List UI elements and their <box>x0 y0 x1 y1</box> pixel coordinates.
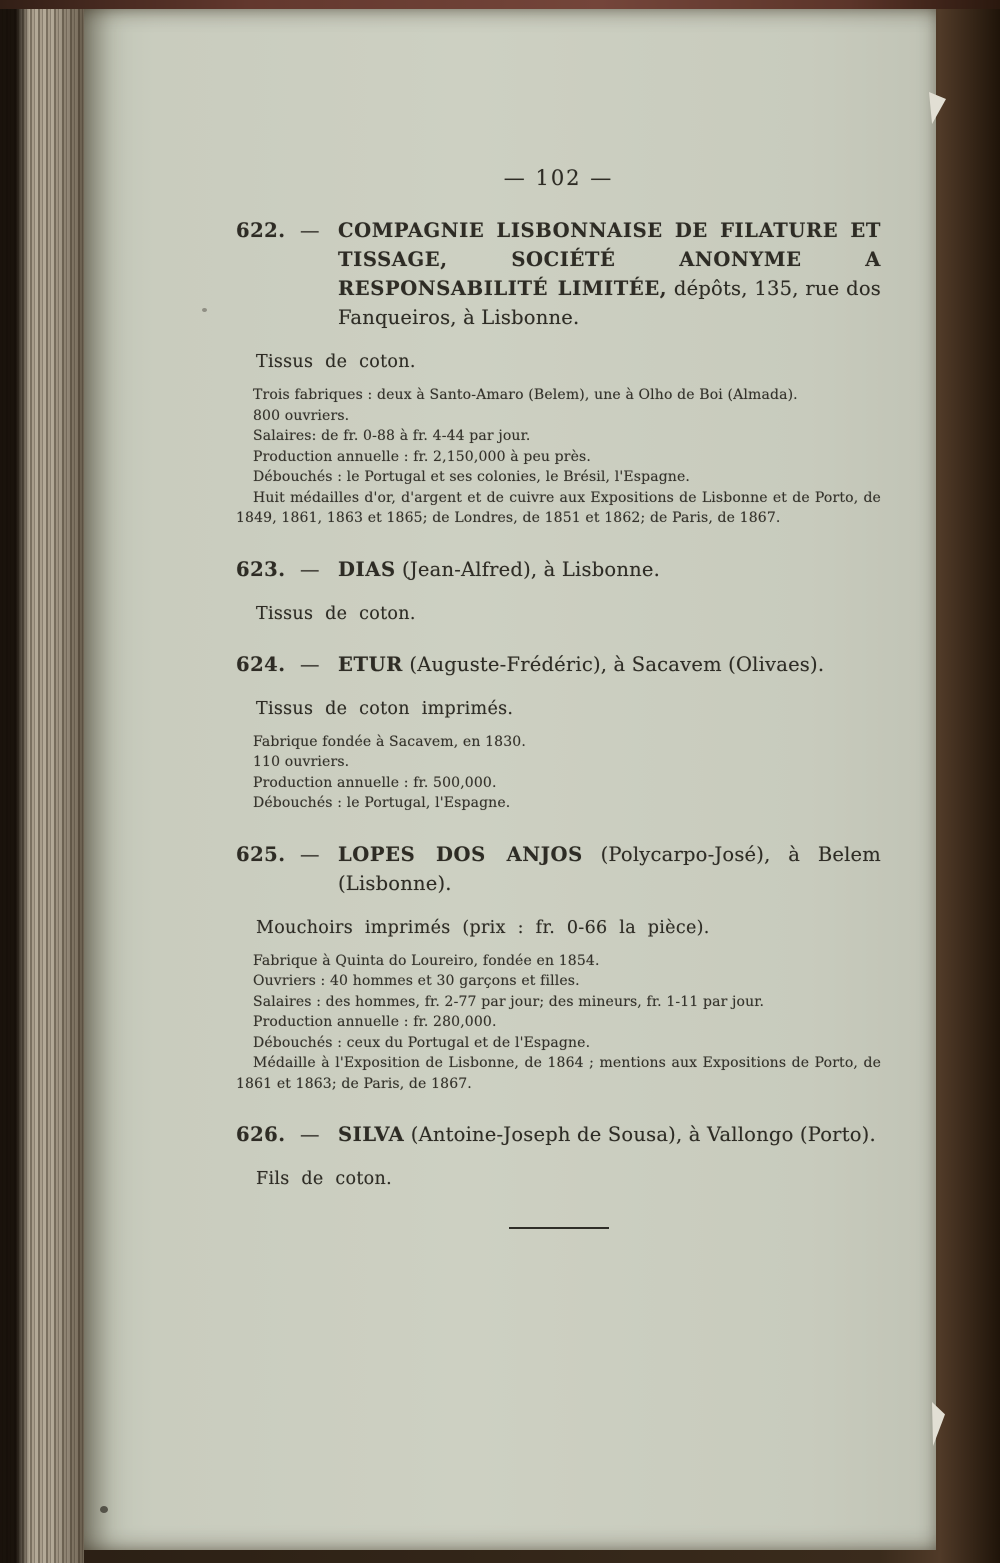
page-corner-notch <box>932 1402 945 1446</box>
detail-line: 800 ouvriers. <box>253 407 350 424</box>
stain-speck <box>100 1506 108 1513</box>
catalog-entry-626 <box>236 1120 881 1189</box>
entry-label <box>236 650 338 679</box>
detail-line: Huit médailles d'or, d'argent et de cuivre aux Expositions de Lisbonne et de Porto, de 1849, 1861, 1863 et 1865; de Londres, de 1851 et 1862; de Paris, de 1867. <box>236 489 881 526</box>
entry-details <box>236 951 881 1095</box>
section-divider-rule <box>509 1227 609 1229</box>
detail-line: Salaires: de fr. 0-88 à fr. 4-44 par jour. <box>253 428 531 444</box>
detail-line: Débouchés : ceux du Portugal et de l'Espagne. <box>253 1034 591 1051</box>
entry-company-name: SILVA <box>338 1123 405 1146</box>
entry-dash: — <box>300 557 320 581</box>
entry-address: (Antoine-Joseph de Sousa), à Vallongo (Porto). <box>404 1123 876 1146</box>
product-line: Tissus de coton. <box>256 603 416 624</box>
detail-line: Trois fabriques : deux à Santo-Amaro (Belem), une à Olho de Boi (Almada). <box>253 387 798 403</box>
entry-label <box>236 1120 338 1149</box>
entry-heading <box>236 650 881 679</box>
entry-company-name: DIAS <box>338 557 396 581</box>
detail-line: Ouvriers : 40 hommes et 30 garçons et filles. <box>253 973 580 989</box>
page-number: — 102 — <box>503 166 614 190</box>
entry-label <box>236 555 338 584</box>
entry-heading <box>236 1120 881 1149</box>
detail-line: Salaires : des hommes, fr. 2-77 par jour; des mineurs, fr. 1-11 par jour. <box>253 993 765 1010</box>
entry-address: (Jean-Alfred), à Lisbonne. <box>395 557 660 581</box>
detail-line: Production annuelle : fr. 2,150,000 à peu près. <box>253 448 591 465</box>
catalog-entry-622 <box>236 216 881 529</box>
entry-details <box>236 385 881 529</box>
entry-company-name: LOPES DOS ANJOS <box>338 842 583 866</box>
detail-line: 110 ouvriers. <box>253 754 350 770</box>
entry-heading <box>236 555 881 584</box>
stain-speck <box>202 308 207 312</box>
entry-heading <box>236 840 881 898</box>
product-line: Tissus de coton. <box>256 352 416 372</box>
entry-number: 624. <box>236 652 286 676</box>
entry-number: 622. <box>236 219 286 242</box>
catalog-entry-624 <box>236 650 881 814</box>
entry-label <box>236 216 338 245</box>
detail-line: Production annuelle : fr. 280,000. <box>253 1014 497 1030</box>
detail-line: Médaille à l'Exposition de Lisbonne, de 1864 ; mentions aux Expositions de Porto, de 1861 et 1863; de Paris, de 1867. <box>236 1055 881 1092</box>
entry-address: (Polycarpo-José), à Belem (Lisbonne). <box>338 842 881 895</box>
entry-dash: — <box>300 219 320 242</box>
entry-company-name: COMPAGNIE LISBONNAISE DE FILATURE ET TISSAGE, SOCIÉTÉ ANONYME A RESPONSABILITÉ LIMITÉE, <box>338 219 881 300</box>
entry-dash: — <box>300 652 320 676</box>
entry-label <box>236 840 338 869</box>
entry-dash: — <box>300 1123 320 1146</box>
entry-company-name: ETUR <box>338 652 403 676</box>
detail-line: Fabrique fondée à Sacavem, en 1830. <box>253 733 526 750</box>
detail-line: Fabrique à Quinta do Loureiro, fondée en 1854. <box>253 952 600 969</box>
product-line: Mouchoirs imprimés (prix : fr. 0-66 la pièce). <box>256 917 710 938</box>
entry-number: 625. <box>236 842 286 866</box>
product-line: Fils de coton. <box>256 1169 392 1189</box>
product-line: Tissus de coton imprimés. <box>256 698 514 719</box>
page-content <box>84 8 936 1550</box>
entry-details <box>236 732 881 814</box>
entry-number: 623. <box>236 557 286 581</box>
entry-number: 626. <box>236 1123 286 1146</box>
entry-address: (Auguste-Frédéric), à Sacavem (Olivaes). <box>403 652 825 676</box>
catalog-entry-623 <box>236 555 881 624</box>
book-page <box>84 8 936 1550</box>
detail-line: Production annuelle : fr. 500,000. <box>253 774 497 791</box>
entry-address: dépôts, 135, rue dos Fanqueiros, à Lisbonne. <box>338 277 881 329</box>
entry-heading <box>236 216 881 332</box>
entry-dash: — <box>300 842 320 866</box>
detail-line: Débouchés : le Portugal et ses colonies, le Brésil, l'Espagne. <box>253 469 691 485</box>
book-top-edge <box>0 0 1000 9</box>
catalog-entry-625 <box>236 840 881 1095</box>
detail-line: Débouchés : le Portugal, l'Espagne. <box>253 795 511 811</box>
book-binding-page-edges <box>0 0 84 1563</box>
